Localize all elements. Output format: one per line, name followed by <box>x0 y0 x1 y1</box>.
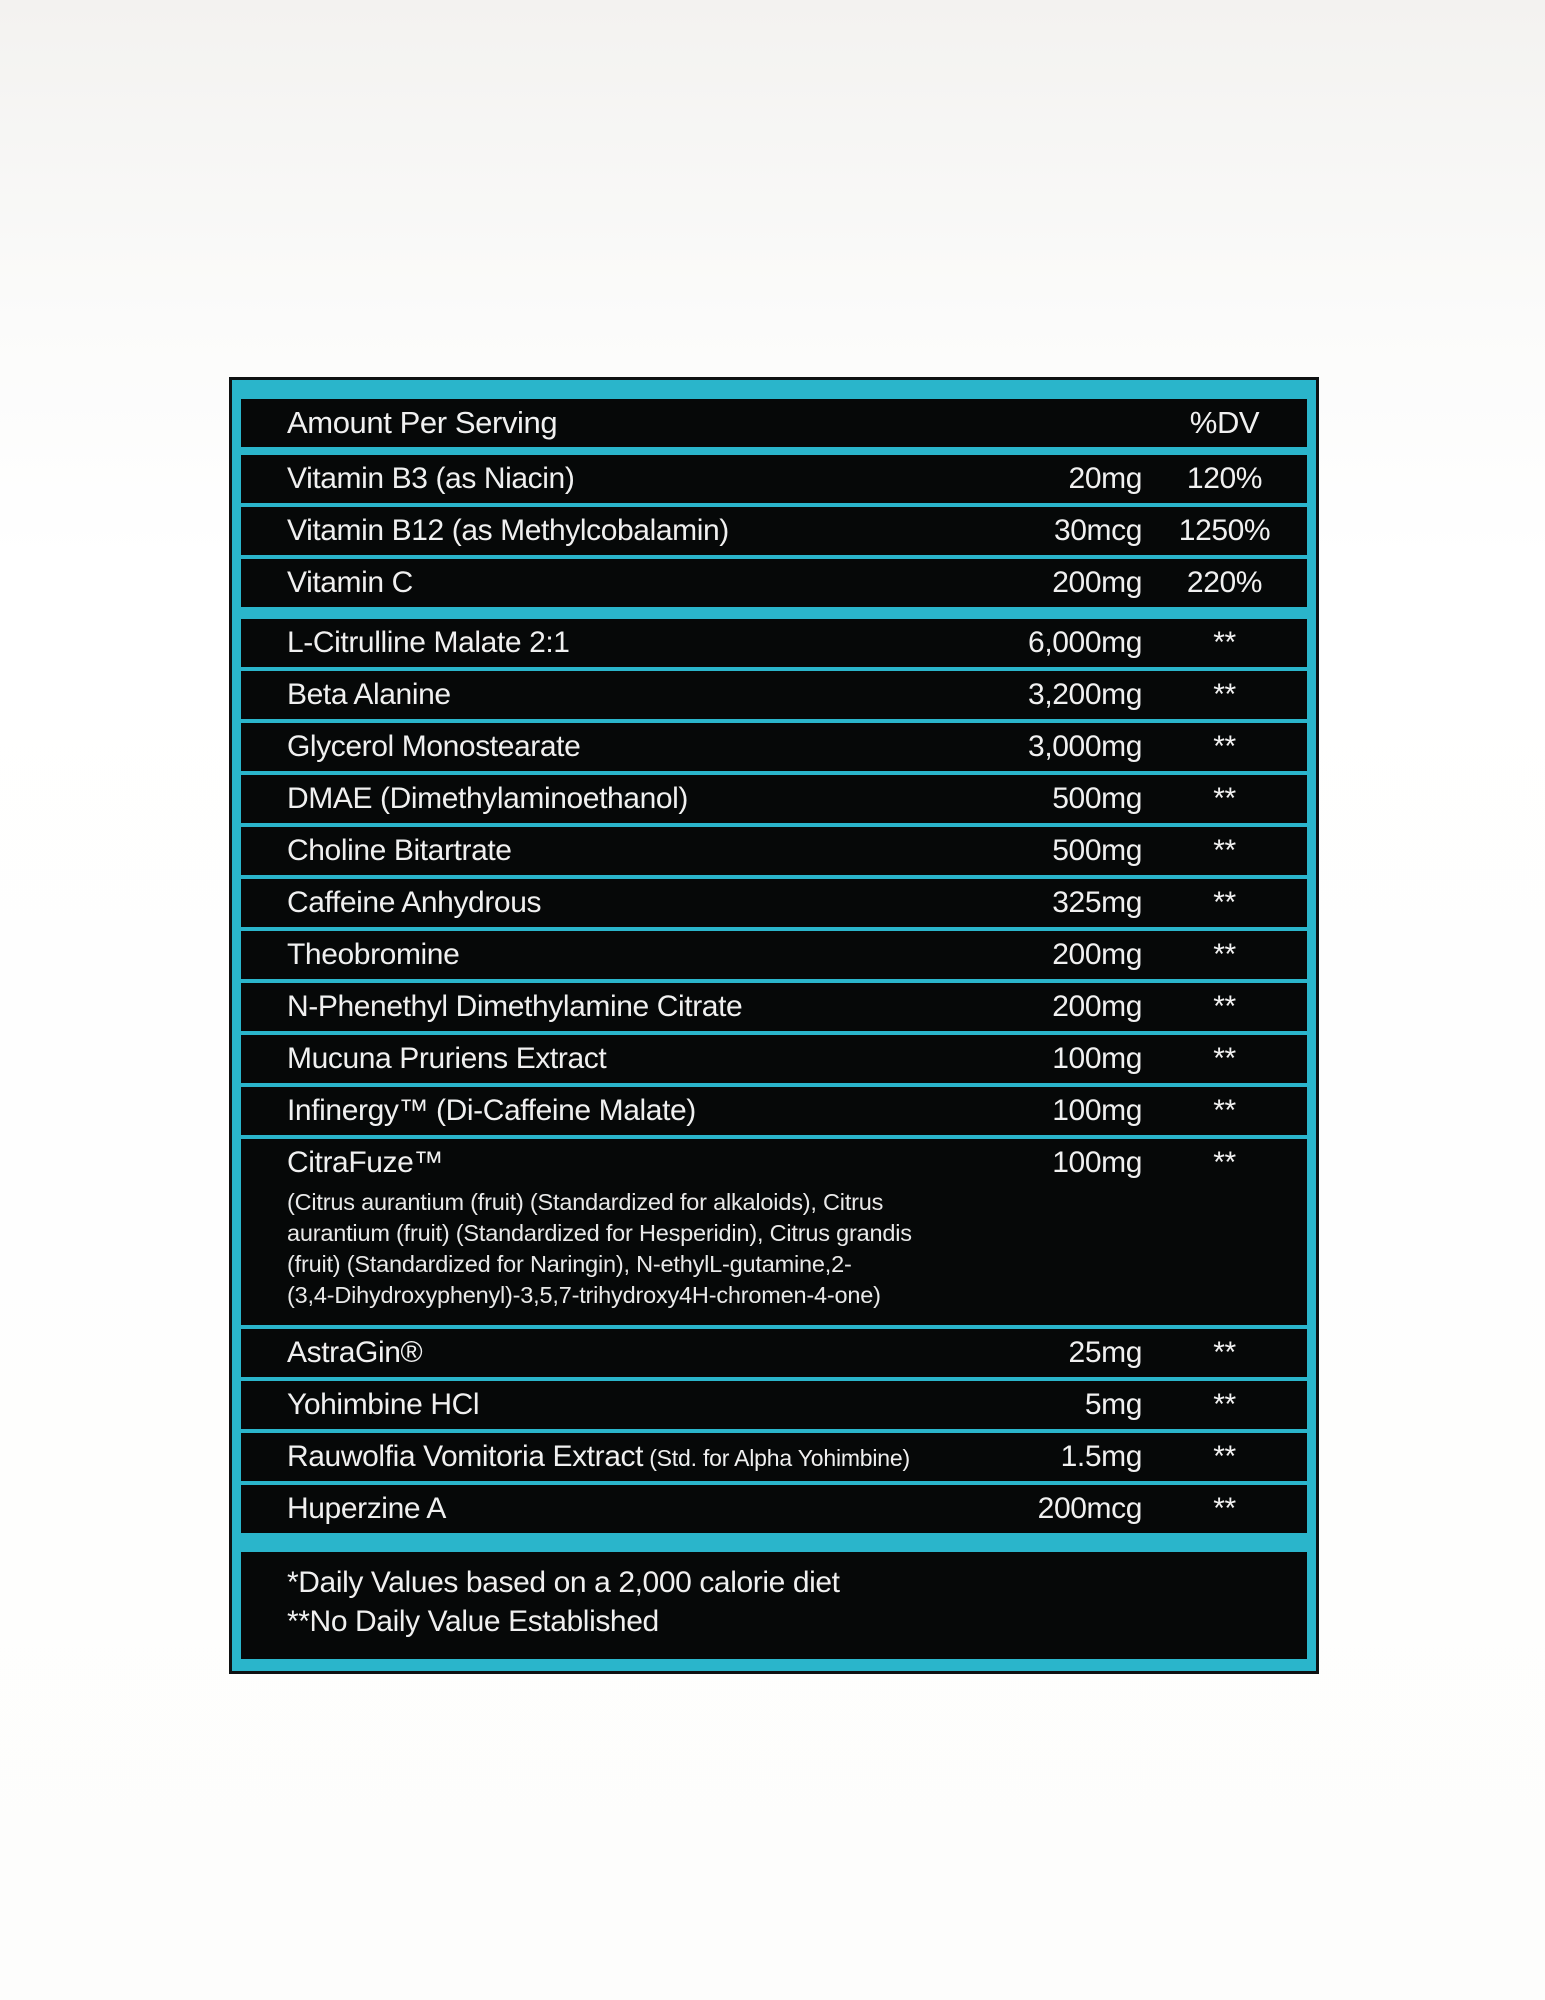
ingredient-dv: ** <box>1213 1388 1236 1421</box>
ingredient-name: N-Phenethyl Dimethylamine Citrate <box>287 990 743 1023</box>
ingredient-dv: 1250% <box>1178 514 1271 547</box>
table-row <box>241 1377 1307 1429</box>
ingredient-name: Vitamin C <box>287 566 413 599</box>
table-row <box>241 927 1307 979</box>
ingredients-section <box>241 619 1307 1533</box>
ingredient-name: Rauwolfia Vomitoria Extract <box>287 1440 644 1473</box>
ingredient-dv: ** <box>1213 938 1236 971</box>
table-row <box>241 619 1307 667</box>
table-row <box>241 503 1307 555</box>
footer-divider <box>241 1533 1307 1552</box>
table-row <box>241 1135 1307 1325</box>
ingredient-line <box>241 1139 1307 1187</box>
table-row <box>241 555 1307 607</box>
ingredient-line <box>241 1433 1307 1481</box>
table-row <box>241 1481 1307 1533</box>
ingredient-line <box>241 879 1307 927</box>
ingredient-amount: 500mg <box>1052 782 1142 815</box>
ingredient-amount: 6,000mg <box>1028 626 1142 659</box>
ingredient-amount: 200mg <box>1052 938 1142 971</box>
table-row <box>241 719 1307 771</box>
table-row <box>241 667 1307 719</box>
ingredient-name: Huperzine A <box>287 1492 447 1525</box>
ingredient-amount: 100mg <box>1052 1094 1142 1127</box>
table-header-row <box>241 399 1307 455</box>
ingredient-name: Infinergy™ (Di-Caffeine Malate) <box>287 1094 696 1127</box>
ingredient-dv: ** <box>1213 886 1236 919</box>
amount-per-serving-header: Amount Per Serving <box>287 405 558 440</box>
supplement-facts-table <box>241 399 1307 1659</box>
ingredient-dv: ** <box>1213 626 1236 659</box>
ingredient-name: Yohimbine HCl <box>287 1388 480 1421</box>
table-row <box>241 1325 1307 1377</box>
ingredient-dv: ** <box>1213 730 1236 763</box>
ingredient-dv: 120% <box>1186 462 1263 495</box>
table-row <box>241 875 1307 927</box>
ingredient-line <box>241 931 1307 979</box>
table-row <box>241 455 1307 503</box>
ingredient-name: CitraFuze™ <box>287 1146 444 1179</box>
ingredient-name: AstraGin® <box>287 1336 423 1369</box>
table-row <box>241 1429 1307 1481</box>
ingredient-line <box>241 507 1307 555</box>
table-row <box>241 823 1307 875</box>
ingredient-amount: 325mg <box>1052 886 1142 919</box>
ingredient-amount: 1.5mg <box>1060 1440 1142 1473</box>
section-divider <box>241 607 1307 619</box>
ingredient-amount: 200mcg <box>1037 1492 1142 1525</box>
footnote-no-daily-value: **No Daily Value Established <box>287 1605 659 1638</box>
ingredient-name: Mucuna Pruriens Extract <box>287 1042 607 1075</box>
ingredient-dv: ** <box>1213 834 1236 867</box>
ingredient-name: Glycerol Monostearate <box>287 730 581 763</box>
ingredient-line <box>241 619 1307 667</box>
ingredient-amount: 200mg <box>1052 566 1142 599</box>
footnotes <box>241 1552 1307 1659</box>
ingredient-line <box>241 1035 1307 1083</box>
ingredient-amount: 100mg <box>1052 1042 1142 1075</box>
ingredient-name: DMAE (Dimethylaminoethanol) <box>287 782 689 815</box>
ingredient-amount: 30mcg <box>1053 514 1142 547</box>
ingredient-dv: ** <box>1213 782 1236 815</box>
table-row <box>241 1083 1307 1135</box>
ingredient-amount: 200mg <box>1052 990 1142 1023</box>
ingredient-dv: ** <box>1213 990 1236 1023</box>
ingredient-dv: ** <box>1213 1336 1236 1369</box>
footnote-daily-values: *Daily Values based on a 2,000 calorie diet <box>287 1566 840 1599</box>
ingredient-line <box>241 1329 1307 1377</box>
ingredient-amount: 5mg <box>1084 1388 1142 1421</box>
ingredient-line <box>241 775 1307 823</box>
percent-dv-header: %DV <box>1189 405 1260 440</box>
ingredient-amount: 3,000mg <box>1028 730 1142 763</box>
ingredient-line <box>241 671 1307 719</box>
ingredient-name: Vitamin B3 (as Niacin) <box>287 462 575 495</box>
ingredient-amount: 25mg <box>1068 1336 1142 1369</box>
ingredient-name: L-Citrulline Malate 2:1 <box>287 626 570 659</box>
vitamins-section <box>241 455 1307 607</box>
ingredient-dv: ** <box>1213 1042 1236 1075</box>
ingredient-name: Vitamin B12 (as Methylcobalamin) <box>287 514 729 547</box>
ingredient-name: Choline Bitartrate <box>287 834 512 867</box>
ingredient-amount: 20mg <box>1068 462 1142 495</box>
ingredient-name: Beta Alanine <box>287 678 451 711</box>
ingredient-amount: 500mg <box>1052 834 1142 867</box>
table-row <box>241 771 1307 823</box>
ingredient-line <box>241 455 1307 503</box>
ingredient-dv: ** <box>1213 1440 1236 1473</box>
table-row <box>241 979 1307 1031</box>
ingredient-name: Theobromine <box>287 938 460 971</box>
ingredient-name: Caffeine Anhydrous <box>287 886 542 919</box>
ingredient-line <box>241 559 1307 607</box>
ingredient-line <box>241 1381 1307 1429</box>
ingredient-dv: ** <box>1213 678 1236 711</box>
ingredient-dv: ** <box>1213 1146 1236 1179</box>
ingredient-line <box>241 1087 1307 1135</box>
ingredient-line <box>241 983 1307 1031</box>
ingredient-dv: 220% <box>1186 566 1263 599</box>
ingredient-dv: ** <box>1213 1492 1236 1525</box>
supplement-facts-panel <box>229 377 1319 1674</box>
ingredient-amount: 100mg <box>1052 1146 1142 1179</box>
ingredient-line <box>241 723 1307 771</box>
ingredient-amount: 3,200mg <box>1028 678 1142 711</box>
ingredient-line <box>241 1485 1307 1533</box>
table-row <box>241 1031 1307 1083</box>
ingredient-detail: (Citrus aurantium (fruit) (Standardized for alkaloids), Citrus aurantium (fruit) (Standardized for Hesperidin), Citrus grandis (fruit) (Standardized for Naringin), N-ethylL-gutamine,2- (3,4-Dihydroxyphenyl)-3,5,7-trihydroxy4H-chromen-4-one) <box>287 1189 912 1308</box>
ingredient-line <box>241 827 1307 875</box>
ingredient-dv: ** <box>1213 1094 1236 1127</box>
ingredient-name-suffix: (Std. for Alpha Yohimbine) <box>643 1445 910 1471</box>
